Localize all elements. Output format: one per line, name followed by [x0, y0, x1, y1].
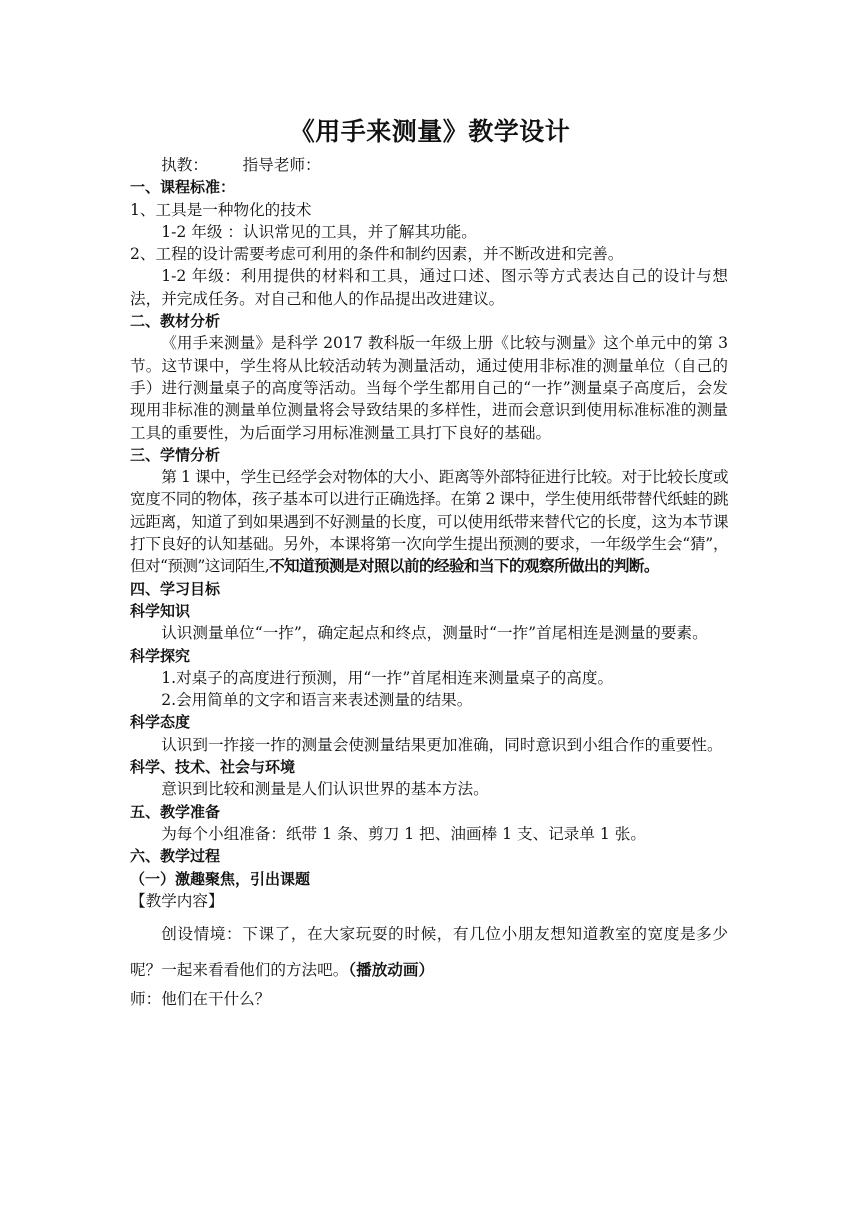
heading-learning-goals: 四、学习目标	[130, 579, 221, 598]
heading-student-analysis: 三、学情分析	[130, 445, 221, 464]
teacher-question: 师：他们在干什么？	[130, 990, 271, 1009]
heading-teaching-process: 六、教学过程	[130, 847, 221, 866]
subheading-science-knowledge: 科学知识	[130, 601, 191, 620]
textbook-analysis-paragraph: 《用手来测量》是科学 2017 教科版一年级上册《比较与测量》这个单元中的第 3 节。这节课中，学生将从比较活动转为测量活动，通过使用非标准的测量单位（自己的手）进行测量桌子的高度等活动。当每个学生都用自己的“一拃”测量桌子高度后，会发现用非标准的测量单位测量将会导致结果的多样性，进而会意识到使用标准标准的测量工具的重要性，为后面学习用标准测量工具打下良好的基础。	[130, 334, 728, 442]
subheading-part-one: （一）激趣聚焦，引出课题	[130, 869, 311, 888]
science-knowledge-text: 认识测量单位“一拃”，确定起点和终点，测量时“一拃”首尾相连是测量的要素。	[161, 624, 708, 643]
heading-textbook-analysis: 二、教材分析	[130, 312, 221, 331]
teaching-content-label: 【教学内容】	[130, 891, 224, 910]
subheading-science-inquiry: 科学探究	[130, 646, 191, 665]
subheading-stse: 科学、技术、社会与环境	[130, 758, 296, 777]
heading-teaching-preparation: 五、教学准备	[130, 802, 221, 821]
student-analysis-paragraph	[130, 466, 728, 577]
teaching-preparation-text: 为每个小组准备：纸带 1 条、剪刀 1 把、油画棒 1 支、记录单 1 张。	[161, 824, 646, 843]
science-inquiry-item-1: 1.对桌子的高度进行预测，用“一拃”首尾相连来测量桌子的高度。	[161, 668, 614, 687]
stse-text: 意识到比较和测量是人们认识世界的基本方法。	[161, 780, 489, 799]
standard-item-2: 2、工程的设计需要考虑可利用的条件和制约因素，并不断改进和完善。	[130, 245, 624, 264]
standard-item-1: 1、工具是一种物化的技术	[130, 200, 312, 219]
student-analysis-bold-text: 不知道预测是对照以前的经验和当下的观察所做出的判断。	[269, 557, 659, 576]
scenario-paragraph	[130, 916, 728, 988]
science-inquiry-item-2: 2.会用简单的文字和语言来表述测量的结果。	[161, 691, 473, 710]
heading-curriculum-standard: 一、课程标准：	[130, 178, 236, 197]
scenario-text: 创设情境：下课了，在大家玩耍的时候，有几位小朋友想知道教室的宽度是多少呢？一起来看看他们的方法吧。	[130, 925, 728, 980]
standard-item-1-detail: 1-2 年级 ：认识常见的工具，并了解其功能。	[161, 222, 477, 241]
science-attitude-text: 认识到一拃接一拃的测量会使测量结果更加准确，同时意识到小组合作的重要性。	[161, 735, 723, 754]
scenario-bold-text: （播放动画）	[348, 961, 435, 980]
document-body	[130, 154, 728, 1010]
student-analysis-text: 第 1 课中，学生已经学会对物体的大小、距离等外部特征进行比较。对于比较长度或宽度不同的物体，孩子基本可以进行正确选择。在第 2 课中，学生使用纸带替代纸蛙的跳远距离，知道了到如果遇到不好测量的长度，可以使用纸带来替代它的长度，这为本节课打下良好的认知基础。另外，本课将第一次向学生提出预测的要求，一年级学生会“猜”，但对“预测”这词陌生,	[130, 468, 728, 576]
document-title: 《用手来测量》教学设计	[289, 117, 571, 146]
standard-item-2-detail: 1-2 年级：利用提供的材料和工具，通过口述、图示等方式表达自己的设计与想法，并完成任务。对自己和他人的作品提出改进建议。	[130, 267, 728, 308]
subheading-science-attitude: 科学态度	[130, 713, 191, 732]
byline: 执教： 指导老师：	[161, 156, 321, 174]
